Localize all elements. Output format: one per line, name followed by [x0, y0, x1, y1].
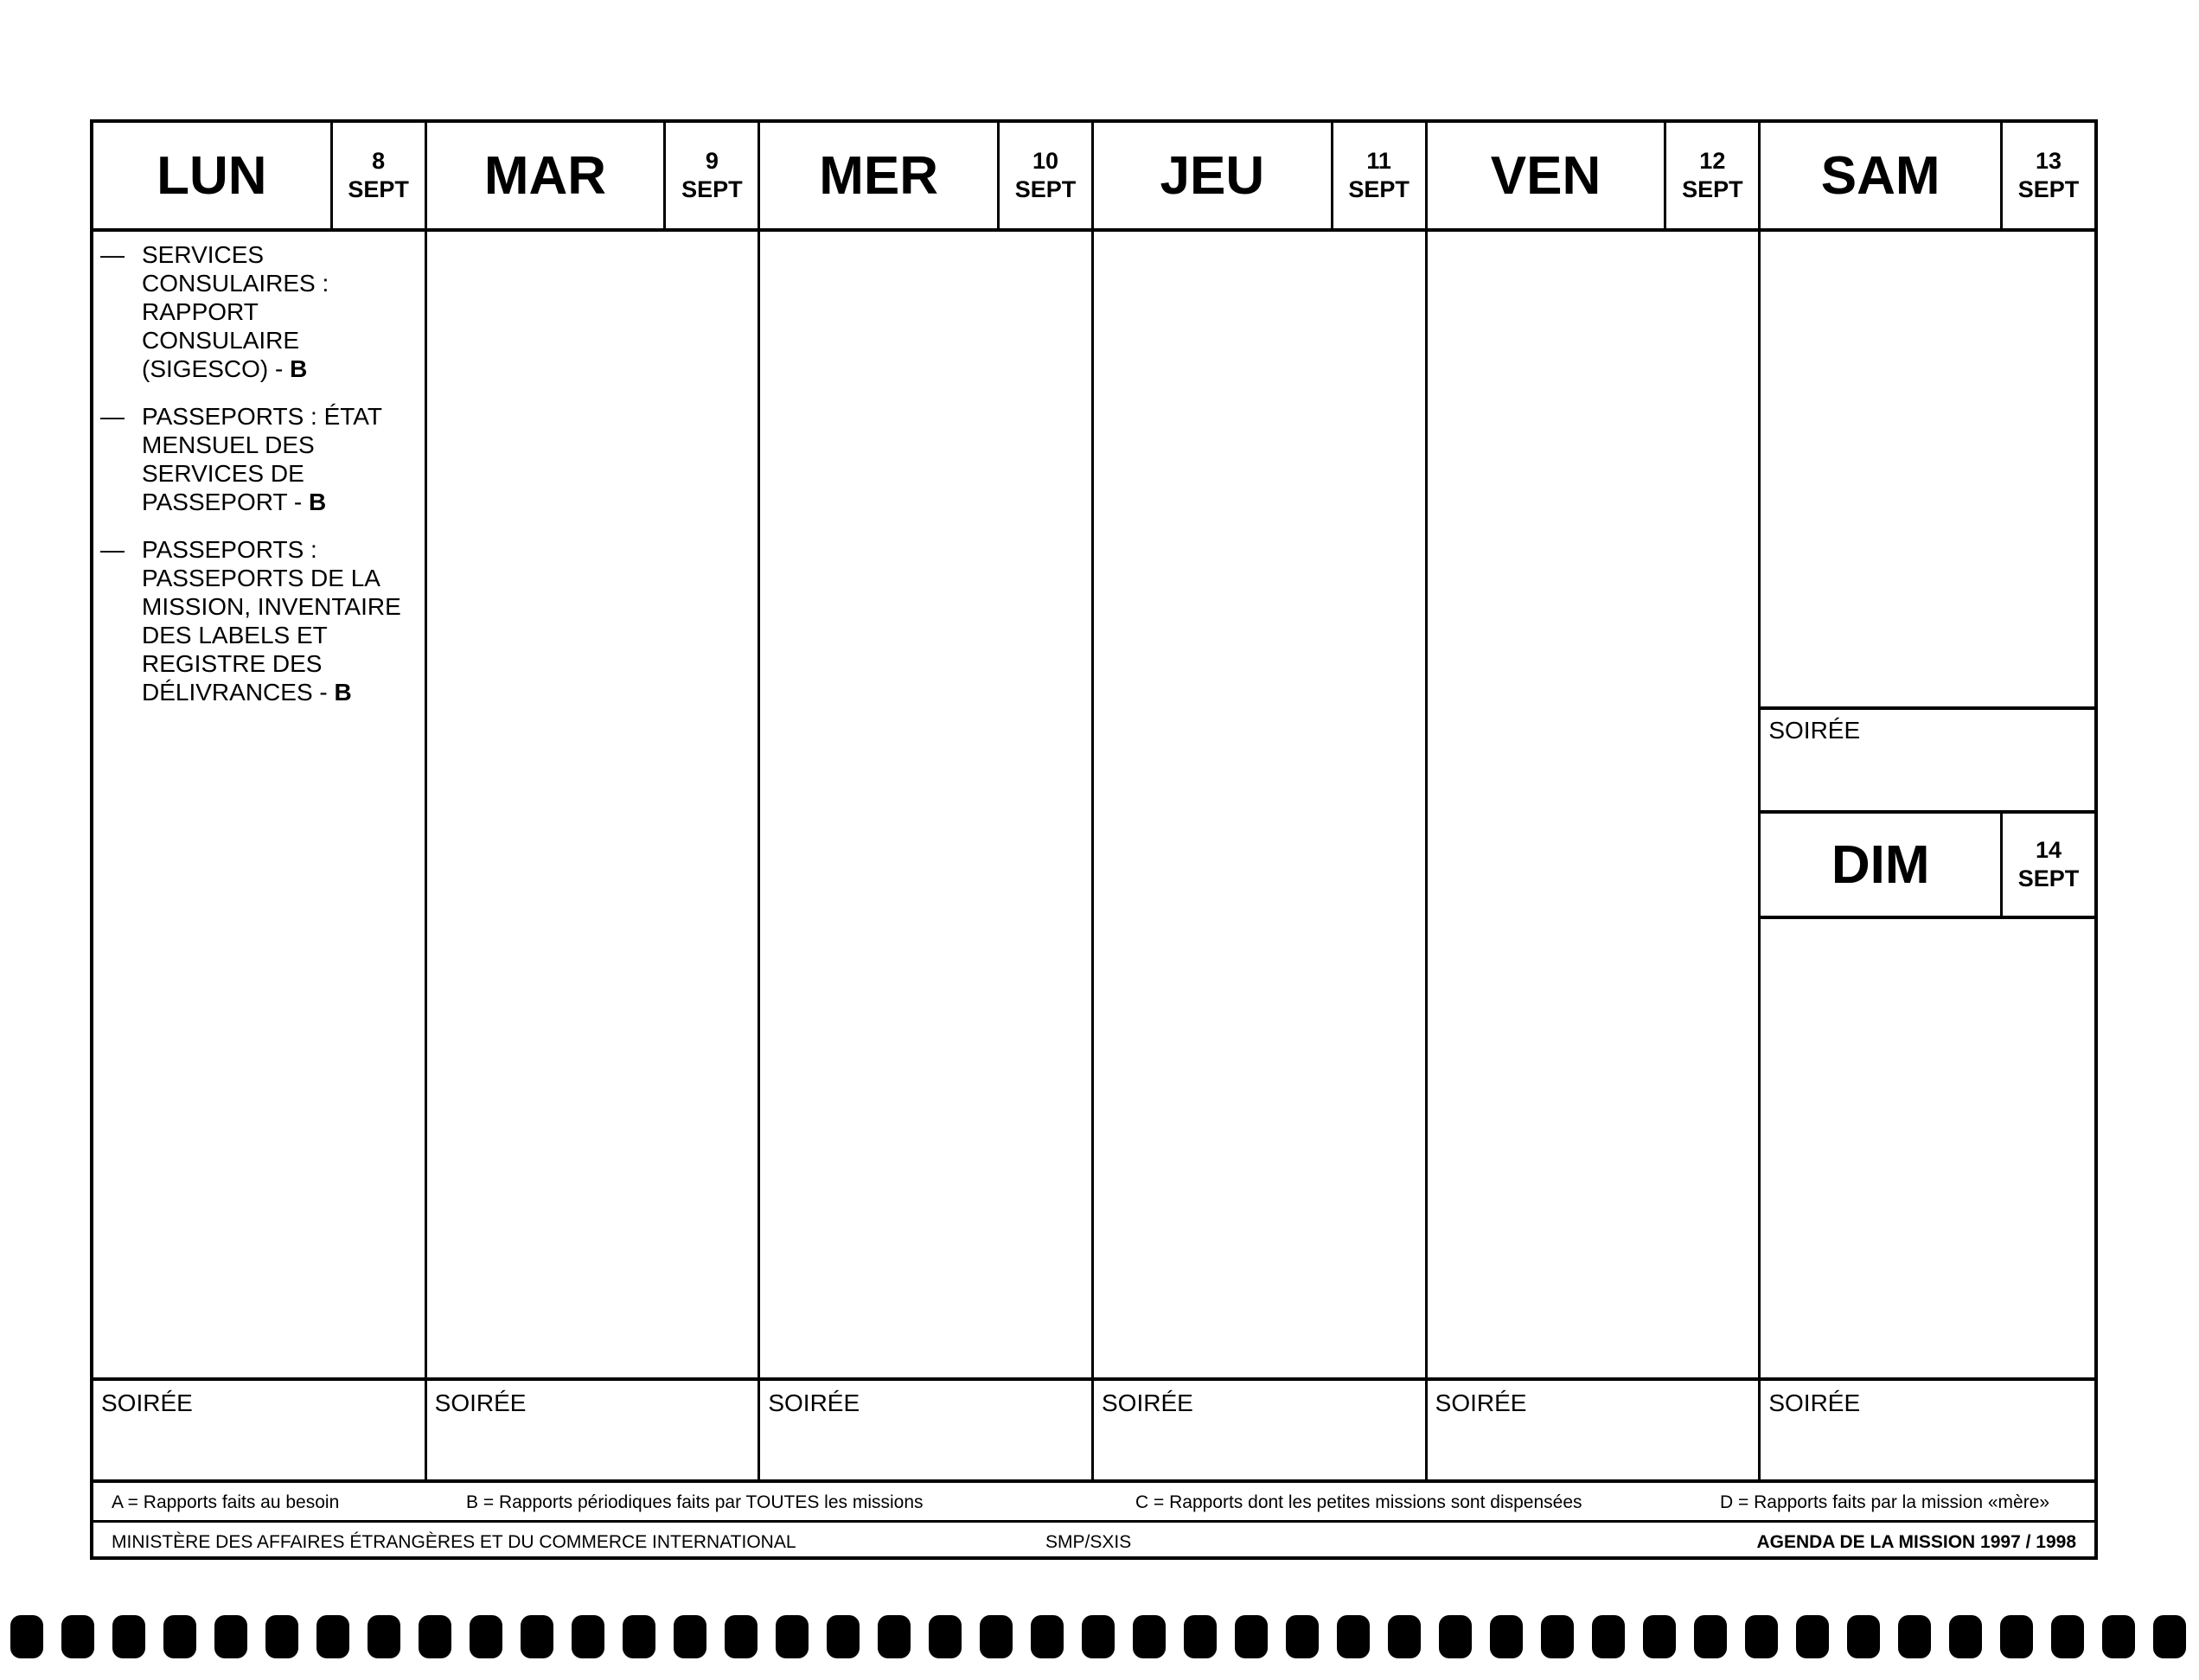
day-number: 10: [1032, 148, 1058, 174]
day-number: 14: [2035, 837, 2062, 863]
binder-hole-icon: [776, 1615, 809, 1658]
task-item: [100, 240, 418, 383]
dash-marker: —: [100, 536, 125, 563]
day-date: [666, 123, 758, 228]
legend-c: C = Rapports dont les petites missions sont dispensées: [1135, 1492, 1582, 1512]
evening-label: SOIRÉE: [1768, 717, 1861, 744]
binder-hole-icon: [10, 1615, 43, 1658]
binder-hole-icon: [1133, 1615, 1166, 1658]
evening-section-lun[interactable]: [93, 1377, 425, 1479]
day-name: SAM: [1761, 123, 2003, 228]
task-list: [93, 232, 425, 706]
day-month: SEPT: [1348, 176, 1410, 202]
week-grid: [93, 123, 2094, 1479]
binder-hole-icon: [1490, 1615, 1523, 1658]
day-month: SEPT: [1682, 176, 1743, 202]
evening-section-sam[interactable]: [1761, 706, 2094, 810]
binder-hole-icon: [470, 1615, 502, 1658]
day-body-sam[interactable]: [1761, 232, 2094, 706]
binder-hole-icon: [725, 1615, 758, 1658]
day-body-ven[interactable]: [1428, 232, 1759, 1377]
agenda-page: [90, 119, 2098, 1560]
binder-hole-icon: [419, 1615, 451, 1658]
binder-hole-icon: [1949, 1615, 1982, 1658]
day-date: [2003, 123, 2094, 228]
report-legend: [93, 1479, 2094, 1520]
binder-hole-icon: [1031, 1615, 1064, 1658]
binder-hole-icon: [1796, 1615, 1829, 1658]
binder-hole-icon: [1235, 1615, 1268, 1658]
day-body-dim[interactable]: [1761, 919, 2094, 1377]
day-header-ven: [1428, 123, 1759, 232]
day-number: 12: [1699, 148, 1726, 174]
binder-holes: [10, 1615, 2199, 1660]
report-code: B: [308, 489, 327, 515]
day-name: DIM: [1761, 814, 2003, 916]
binder-hole-icon: [929, 1615, 962, 1658]
day-body-mer[interactable]: [760, 232, 1091, 1377]
task-text: SERVICES CONSULAIRES : RAPPORT CONSULAIRE (SIGESCO) - B: [142, 241, 329, 382]
day-number: 13: [2035, 148, 2062, 174]
binder-hole-icon: [1184, 1615, 1217, 1658]
binder-hole-icon: [1337, 1615, 1370, 1658]
day-number: 8: [372, 148, 386, 174]
day-date: [1000, 123, 1091, 228]
day-month: SEPT: [1014, 176, 1077, 202]
evening-section-jeu[interactable]: [1094, 1377, 1425, 1479]
binder-hole-icon: [2000, 1615, 2033, 1658]
day-header-dim: [1761, 810, 2094, 919]
evening-label: SOIRÉE: [101, 1389, 193, 1416]
day-body-jeu[interactable]: [1094, 232, 1425, 1377]
binder-hole-icon: [827, 1615, 860, 1658]
task-text: PASSEPORTS : PASSEPORTS DE LA MISSION, INVENTAIRE DES LABELS ET REGISTRE DES DÉLIVRANCES - B: [142, 536, 401, 706]
day-column-mer: [760, 123, 1094, 1479]
evening-label: SOIRÉE: [1435, 1389, 1527, 1416]
day-body-lun[interactable]: [93, 232, 425, 1377]
ministry-name: MINISTÈRE DES AFFAIRES ÉTRANGÈRES ET DU COMMERCE INTERNATIONAL: [112, 1532, 796, 1552]
evening-section-ven[interactable]: [1428, 1377, 1759, 1479]
day-body-mar[interactable]: [427, 232, 758, 1377]
legend-b: B = Rapports périodiques faits par TOUTES les missions: [466, 1492, 924, 1512]
legend-a: A = Rapports faits au besoin: [112, 1492, 340, 1512]
day-column-mar: [427, 123, 761, 1479]
report-code: B: [290, 355, 308, 382]
binder-hole-icon: [2051, 1615, 2084, 1658]
binder-hole-icon: [112, 1615, 145, 1658]
binder-hole-icon: [572, 1615, 604, 1658]
binder-hole-icon: [980, 1615, 1013, 1658]
day-column-weekend: [1761, 123, 2094, 1479]
day-date: [1333, 123, 1425, 228]
binder-hole-icon: [368, 1615, 400, 1658]
evening-section-dim[interactable]: [1761, 1377, 2094, 1479]
binder-hole-icon: [214, 1615, 247, 1658]
binder-hole-icon: [163, 1615, 196, 1658]
day-header-jeu: [1094, 123, 1425, 232]
day-date: [2003, 814, 2094, 916]
day-number: 9: [705, 148, 719, 174]
evening-label: SOIRÉE: [768, 1389, 860, 1416]
binder-hole-icon: [1694, 1615, 1727, 1658]
day-number: 11: [1366, 148, 1391, 174]
day-header-mer: [760, 123, 1091, 232]
form-code: SMP/SXIS: [1045, 1532, 1132, 1552]
agenda-title: AGENDA DE LA MISSION 1997 / 1998: [1756, 1532, 2076, 1552]
day-month: SEPT: [348, 176, 409, 202]
binder-hole-icon: [265, 1615, 298, 1658]
evening-label: SOIRÉE: [434, 1389, 527, 1416]
legend-d: D = Rapports faits par la mission «mère»: [1720, 1492, 2050, 1512]
evening-section-mar[interactable]: [427, 1377, 758, 1479]
day-column-jeu: [1094, 123, 1428, 1479]
day-header-sam: [1761, 123, 2094, 232]
binder-hole-icon: [1082, 1615, 1115, 1658]
dash-marker: —: [100, 403, 125, 430]
binder-hole-icon: [1847, 1615, 1880, 1658]
page-footer: [93, 1520, 2094, 1560]
binder-hole-icon: [674, 1615, 706, 1658]
dash-marker: —: [100, 241, 125, 268]
task-item: [100, 535, 418, 706]
binder-hole-icon: [1643, 1615, 1676, 1658]
binder-hole-icon: [61, 1615, 94, 1658]
report-code: B: [334, 679, 352, 706]
day-month: SEPT: [2017, 866, 2080, 891]
day-column-lun: [93, 123, 427, 1479]
binder-hole-icon: [316, 1615, 349, 1658]
binder-hole-icon: [1592, 1615, 1625, 1658]
day-name: VEN: [1428, 123, 1667, 228]
task-text: PASSEPORTS : ÉTAT MENSUEL DES SERVICES DE PASSEPORT - B: [142, 403, 382, 515]
binder-hole-icon: [1898, 1615, 1931, 1658]
evening-label: SOIRÉE: [1768, 1389, 1861, 1416]
evening-section-mer[interactable]: [760, 1377, 1091, 1479]
day-header-mar: [427, 123, 758, 232]
binder-hole-icon: [1286, 1615, 1319, 1658]
day-month: SEPT: [681, 176, 743, 202]
binder-hole-icon: [521, 1615, 553, 1658]
binder-hole-icon: [1745, 1615, 1778, 1658]
binder-hole-icon: [1388, 1615, 1421, 1658]
day-date: [333, 123, 425, 228]
day-name: LUN: [93, 123, 333, 228]
day-name: JEU: [1094, 123, 1333, 228]
binder-hole-icon: [878, 1615, 911, 1658]
binder-hole-icon: [2153, 1615, 2186, 1658]
day-name: MAR: [427, 123, 667, 228]
day-name: MER: [760, 123, 1000, 228]
binder-hole-icon: [1541, 1615, 1574, 1658]
evening-label: SOIRÉE: [1101, 1389, 1193, 1416]
binder-hole-icon: [2102, 1615, 2135, 1658]
day-header-lun: [93, 123, 425, 232]
day-month: SEPT: [2017, 176, 2080, 202]
day-column-ven: [1428, 123, 1761, 1479]
binder-hole-icon: [1439, 1615, 1472, 1658]
day-date: [1666, 123, 1758, 228]
binder-hole-icon: [623, 1615, 655, 1658]
task-item: [100, 402, 418, 516]
